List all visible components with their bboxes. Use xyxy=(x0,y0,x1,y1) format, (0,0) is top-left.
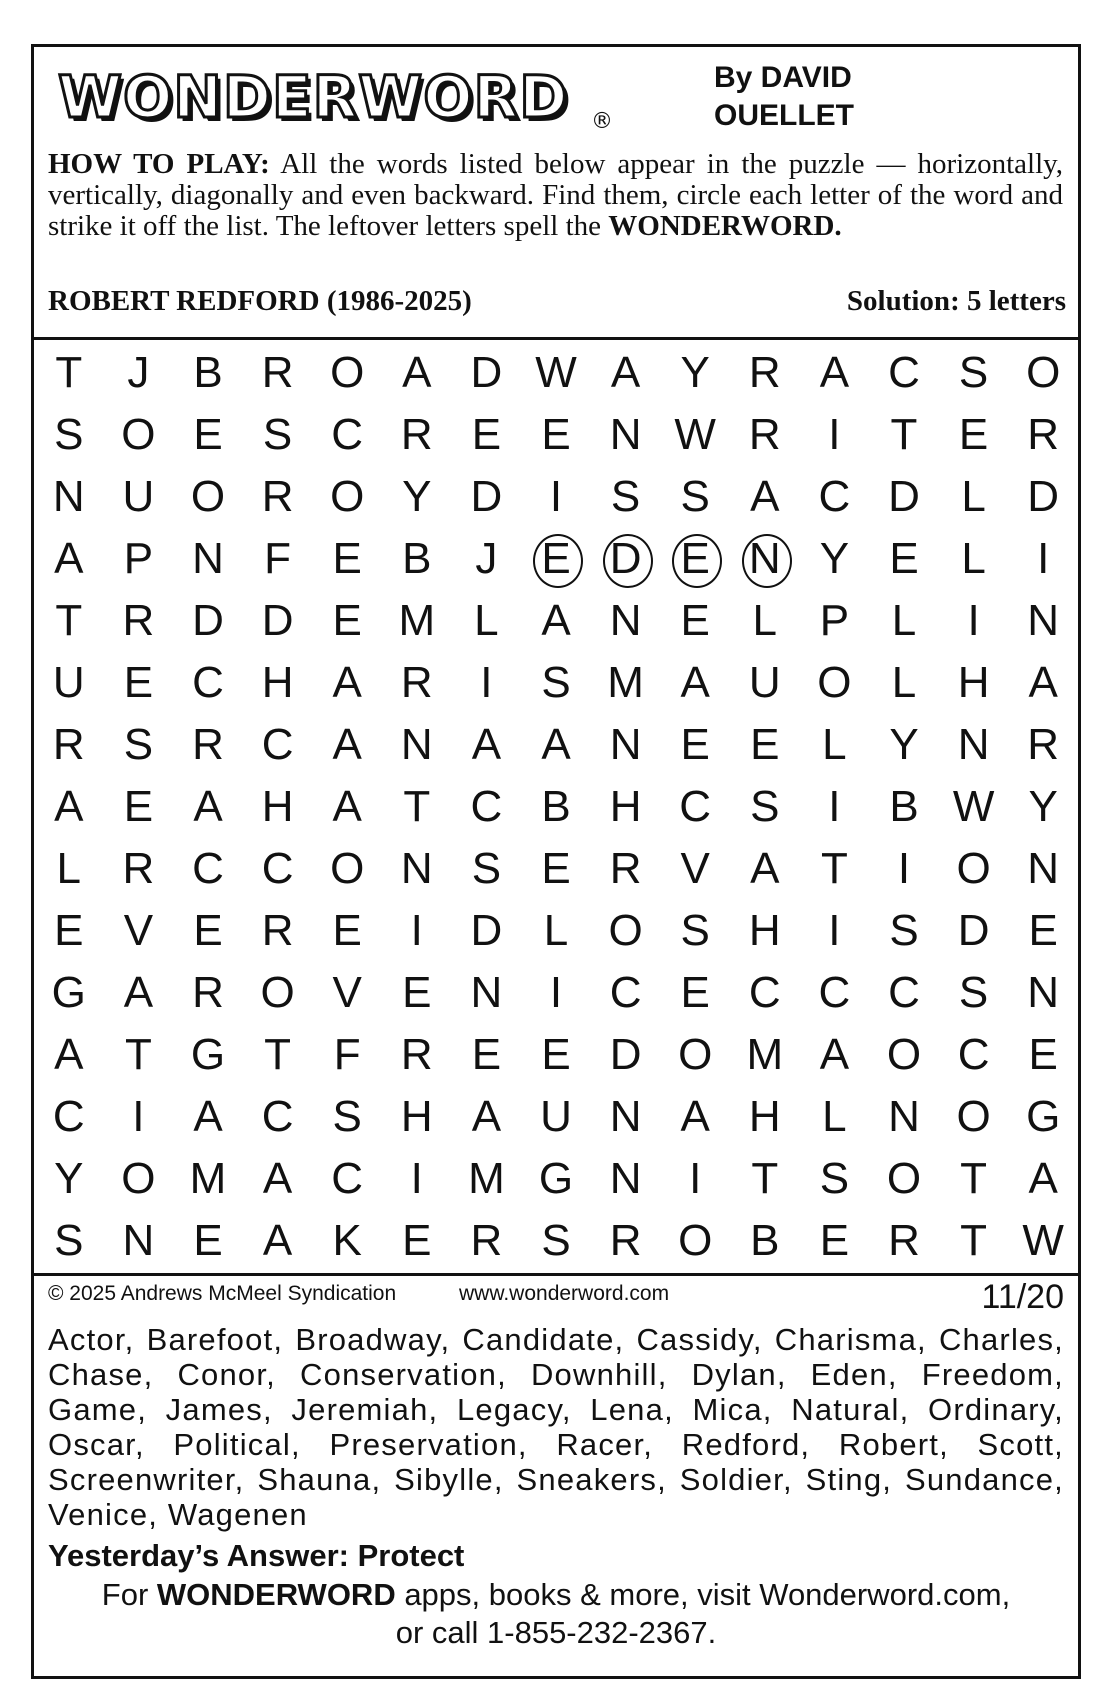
grid-cell[interactable]: S xyxy=(680,906,710,955)
grid-cell[interactable]: R xyxy=(888,1216,920,1265)
grid-cell[interactable]: C xyxy=(331,410,364,459)
grid-cell[interactable]: U xyxy=(748,658,781,707)
grid-cell[interactable]: I xyxy=(1037,534,1050,583)
grid-cell[interactable]: Y xyxy=(819,534,850,583)
puzzle-frame xyxy=(31,44,1081,1679)
grid-cell[interactable]: G xyxy=(190,1030,226,1079)
grid-cell[interactable]: B xyxy=(541,782,571,831)
grid-cell[interactable]: O xyxy=(260,968,295,1017)
grid-cell[interactable]: B xyxy=(750,1216,780,1265)
grid-cell[interactable]: I xyxy=(828,782,841,831)
grid-cell[interactable]: N xyxy=(609,1092,642,1141)
grid-cell[interactable]: B xyxy=(889,782,919,831)
grid-cell[interactable]: E xyxy=(1028,906,1058,955)
how-to-play-label: HOW TO PLAY: xyxy=(48,148,270,180)
word-list: Actor, Barefoot, Broadway, Candidate, Cassidy, Charisma, Charles, Chase, Conor, Conservation, Downhill, Dylan, Eden, Freedom, Game, James, Jeremiah, Legacy, Lena, Mica, Natural, Ordinary, Oscar, Political, Preservation, Racer, Redford, Robert, Scott, Screenwriter, Shauna, Sibylle, Sneakers, Soldier, Sting, Sundance, Venice, Wagenen xyxy=(48,1322,1064,1532)
grid-cell[interactable]: A xyxy=(193,1092,223,1141)
grid-cell[interactable]: C xyxy=(818,968,851,1017)
grid-cell[interactable]: L xyxy=(891,658,917,707)
grid-cell[interactable]: R xyxy=(400,658,433,707)
grid-cell[interactable]: E xyxy=(680,596,710,645)
grid-cell[interactable]: I xyxy=(480,658,493,707)
grid-cell[interactable]: T xyxy=(403,782,431,831)
grid-cell[interactable]: P xyxy=(123,534,154,583)
grid-cell[interactable]: L xyxy=(752,596,778,645)
wonderword-logo: WONDERWORD xyxy=(58,63,569,131)
grid-cell[interactable]: E xyxy=(819,1216,850,1265)
grid-cell[interactable]: I xyxy=(828,410,841,459)
grid-cell[interactable]: N xyxy=(609,410,642,459)
grid-cell[interactable]: G xyxy=(51,968,86,1017)
grid-cell[interactable]: O xyxy=(886,1030,922,1079)
grid-cell[interactable]: H xyxy=(261,782,294,831)
grid-cell[interactable]: E xyxy=(54,906,84,955)
grid-cell[interactable]: G xyxy=(1026,1092,1061,1141)
grid-cell[interactable]: C xyxy=(470,782,503,831)
grid-cell[interactable]: R xyxy=(261,472,294,521)
grid-cell[interactable]: R xyxy=(122,596,155,645)
grid-cell[interactable]: S xyxy=(958,968,989,1017)
puzzle-theme: ROBERT REDFORD (1986-2025) xyxy=(48,285,472,317)
grid-cell[interactable]: A xyxy=(332,658,362,707)
grid-cell[interactable]: G xyxy=(538,1154,574,1203)
grid-cell[interactable]: W xyxy=(535,348,577,397)
grid-cell[interactable]: T xyxy=(960,1154,988,1203)
grid-cell[interactable]: L xyxy=(474,596,499,645)
grid-cell[interactable]: H xyxy=(748,1092,781,1141)
grid-cell[interactable]: A xyxy=(819,1030,850,1079)
byline-line-1: By DAVID xyxy=(714,61,852,94)
grid-cell[interactable]: U xyxy=(540,1092,572,1141)
grid-cell[interactable]: R xyxy=(609,844,642,893)
grid-cell[interactable]: R xyxy=(261,348,294,397)
grid-cell[interactable]: A xyxy=(750,472,780,521)
grid-cell[interactable]: O xyxy=(956,1092,991,1141)
grid-cell[interactable]: C xyxy=(888,968,920,1017)
grid-cell[interactable]: A xyxy=(262,1216,293,1265)
grid-cell[interactable]: I xyxy=(828,906,841,955)
grid-cell[interactable]: O xyxy=(190,472,226,521)
grid-cell[interactable]: C xyxy=(818,472,851,521)
grid-cell[interactable]: A xyxy=(610,348,641,397)
grid-cell[interactable]: D xyxy=(595,528,657,590)
grid-cell[interactable]: O xyxy=(678,1216,713,1265)
grid-cell[interactable]: O xyxy=(817,658,852,707)
grid-cell[interactable]: N xyxy=(400,844,433,893)
grid-cell[interactable]: A xyxy=(1028,658,1058,707)
grid-cell[interactable]: H xyxy=(400,1092,433,1141)
grid-cell[interactable]: C xyxy=(748,968,781,1017)
grid-cell[interactable]: L xyxy=(961,534,986,583)
grid-cell[interactable]: A xyxy=(471,720,502,769)
grid-cell[interactable]: O xyxy=(121,410,156,459)
grid-cell[interactable]: E xyxy=(541,844,571,893)
grid-cell[interactable]: N xyxy=(400,720,433,769)
promo-line-2: or call 1-855-232-2367. xyxy=(395,1615,717,1650)
grid-cell[interactable]: A xyxy=(332,720,362,769)
puzzle-footer xyxy=(34,1276,1078,1676)
grid-cell[interactable]: A xyxy=(541,720,571,769)
puzzle-date: 11/20 xyxy=(981,1278,1064,1316)
grid-cell[interactable]: C xyxy=(192,658,224,707)
grid-cell[interactable]: C xyxy=(192,844,224,893)
grid-cell[interactable]: E xyxy=(1028,1030,1058,1079)
registered-mark: ® xyxy=(591,109,613,134)
grid-cell[interactable]: M xyxy=(746,1030,784,1079)
grid-cell[interactable]: O xyxy=(956,844,991,893)
grid-cell[interactable]: E xyxy=(541,1030,571,1079)
grid-cell[interactable]: S xyxy=(54,1216,84,1265)
grid-cell[interactable]: R xyxy=(122,844,155,893)
grid-cell[interactable]: I xyxy=(132,1092,145,1141)
grid-cell[interactable]: H xyxy=(609,782,642,831)
grid-cell[interactable]: A xyxy=(193,782,223,831)
grid-cell[interactable]: L xyxy=(56,844,82,893)
grid-cell[interactable]: A xyxy=(819,348,850,397)
yesterdays-answer: Yesterday’s Answer: Protect xyxy=(48,1538,465,1573)
grid-cell[interactable]: N xyxy=(609,596,642,645)
grid-cell[interactable]: I xyxy=(967,596,980,645)
grid-cell[interactable]: R xyxy=(748,348,781,397)
grid-cell[interactable]: W xyxy=(952,782,995,831)
grid-cell[interactable]: N xyxy=(1027,596,1060,645)
grid-cell[interactable]: O xyxy=(330,844,365,893)
grid-cell[interactable]: A xyxy=(402,348,432,397)
grid-cell[interactable]: T xyxy=(751,1154,779,1203)
grid-cell[interactable]: L xyxy=(891,596,917,645)
grid-cell[interactable]: E xyxy=(471,410,502,459)
grid-cell[interactable]: S xyxy=(541,658,571,707)
grid-cell[interactable]: O xyxy=(330,472,365,521)
grid-cell[interactable]: S xyxy=(958,348,989,397)
grid-cell[interactable]: L xyxy=(822,1092,847,1141)
grid-cell[interactable]: A xyxy=(54,534,84,583)
grid-cell[interactable]: E xyxy=(958,410,989,459)
letter-grid[interactable] xyxy=(34,342,1078,1272)
grid-cell[interactable]: E xyxy=(680,968,710,1017)
grid-cell[interactable]: T xyxy=(55,596,83,645)
grid-cell[interactable]: D xyxy=(470,348,503,397)
grid-cell[interactable]: R xyxy=(192,720,224,769)
grid-cell[interactable]: R xyxy=(261,906,294,955)
grid-cell[interactable]: I xyxy=(549,968,563,1017)
grid-cell[interactable]: P xyxy=(819,596,850,645)
grid-cell[interactable]: E xyxy=(193,410,223,459)
grid-cell[interactable]: N xyxy=(888,1092,920,1141)
grid-cell[interactable]: O xyxy=(608,906,643,955)
grid-cell[interactable]: U xyxy=(52,658,85,707)
grid-cell[interactable]: T xyxy=(264,1030,292,1079)
grid-cell[interactable]: C xyxy=(261,1092,294,1141)
grid-cell[interactable]: C xyxy=(261,844,294,893)
copyright: © 2025 Andrews McMeel Syndication xyxy=(48,1282,397,1305)
grid-cell[interactable]: D xyxy=(609,1030,642,1079)
byline-line-2: OUELLET xyxy=(714,99,854,132)
divider xyxy=(34,337,1078,340)
promo-line-1: For WONDERWORD apps, books & more, visit Wonderword.com, xyxy=(101,1577,1011,1612)
grid-cell[interactable]: E xyxy=(123,658,154,707)
grid-cell[interactable]: O xyxy=(121,1154,156,1203)
grid-cell[interactable]: B xyxy=(402,534,432,583)
grid-cell[interactable]: N xyxy=(122,1216,155,1265)
grid-cell[interactable]: N xyxy=(470,968,503,1017)
grid-cell[interactable]: N xyxy=(734,528,796,590)
grid-cell[interactable]: J xyxy=(127,348,150,397)
grid-cell[interactable]: C xyxy=(52,1092,85,1141)
grid-cell[interactable]: A xyxy=(262,1154,293,1203)
grid-cell[interactable]: R xyxy=(609,1216,642,1265)
grid-cell[interactable]: L xyxy=(543,906,569,955)
grid-cell[interactable]: E xyxy=(402,968,432,1017)
grid-cell[interactable]: N xyxy=(1027,968,1060,1017)
grid-cell[interactable]: R xyxy=(52,720,85,769)
grid-cell[interactable]: N xyxy=(609,720,642,769)
grid-cell[interactable]: C xyxy=(679,782,712,831)
grid-cell[interactable]: N xyxy=(52,472,85,521)
grid-cell[interactable]: O xyxy=(678,1030,713,1079)
grid-cell[interactable]: S xyxy=(889,906,919,955)
grid-cell[interactable]: D xyxy=(192,596,224,645)
grid-cell[interactable]: F xyxy=(264,534,292,583)
how-to-play xyxy=(48,149,1063,242)
how-to-play-text: All the words listed below appear in the puzzle — horizontally, vertically, diagonally and even backward. Find them, circle each letter of the word and strike it off the list. The leftover letters spell the xyxy=(48,148,1063,242)
byline xyxy=(714,59,854,135)
grid-cell[interactable]: A xyxy=(680,658,710,707)
grid-cell[interactable]: B xyxy=(193,348,223,397)
grid-cell[interactable]: E xyxy=(525,528,587,590)
grid-cell[interactable]: O xyxy=(1026,348,1061,397)
grid-cell[interactable]: K xyxy=(332,1216,362,1265)
grid-cell[interactable]: C xyxy=(888,348,920,397)
grid-cell[interactable]: R xyxy=(748,410,781,459)
grid-cell[interactable]: Y xyxy=(680,348,710,397)
grid-cell[interactable]: D xyxy=(261,596,294,645)
grid-cell[interactable]: C xyxy=(609,968,642,1017)
grid-cell[interactable]: E xyxy=(332,906,362,955)
grid-cell[interactable]: L xyxy=(961,472,986,521)
grid-cell[interactable]: O xyxy=(886,1154,922,1203)
grid-cell[interactable]: R xyxy=(470,1216,503,1265)
grid-cell[interactable]: V xyxy=(680,844,710,893)
grid-cell[interactable]: R xyxy=(400,410,433,459)
grid-cell[interactable]: I xyxy=(410,906,423,955)
grid-cell[interactable]: I xyxy=(689,1154,702,1203)
grid-cell[interactable]: Y xyxy=(54,1154,84,1203)
grid-cell[interactable]: H xyxy=(957,658,990,707)
solution-length: Solution: 5 letters xyxy=(846,285,1066,317)
grid-cell[interactable]: T xyxy=(890,410,918,459)
grid-cell[interactable]: S xyxy=(471,844,502,893)
grid-cell[interactable]: E xyxy=(193,1216,223,1265)
grid-cell[interactable]: S xyxy=(123,720,154,769)
grid-cell[interactable]: T xyxy=(960,1216,988,1265)
grid-cell[interactable]: T xyxy=(820,844,848,893)
grid-cell[interactable]: M xyxy=(468,1154,505,1203)
grid-cell[interactable]: N xyxy=(609,1154,642,1203)
grid-cell[interactable]: R xyxy=(1027,720,1060,769)
grid-cell[interactable]: S xyxy=(54,410,84,459)
grid-cell[interactable]: A xyxy=(471,1092,502,1141)
grid-cell[interactable]: U xyxy=(122,472,155,521)
grid-cell[interactable]: A xyxy=(680,1092,710,1141)
grid-cell[interactable]: Y xyxy=(402,472,432,521)
grid-cell[interactable]: E xyxy=(332,534,362,583)
grid-cell[interactable]: E xyxy=(332,596,362,645)
grid-cell[interactable]: S xyxy=(541,1216,571,1265)
grid-cell[interactable]: D xyxy=(888,472,920,521)
grid-cell[interactable]: D xyxy=(470,906,503,955)
grid-cell[interactable]: M xyxy=(398,596,436,645)
puzzle-header xyxy=(34,47,1078,337)
grid-cell[interactable]: A xyxy=(1028,1154,1058,1203)
grid-cell[interactable]: N xyxy=(192,534,224,583)
grid-cell[interactable]: A xyxy=(54,1030,84,1079)
grid-cell[interactable]: O xyxy=(330,348,365,397)
grid-cell[interactable]: S xyxy=(610,472,641,521)
grid-cell[interactable]: S xyxy=(750,782,780,831)
website: www.wonderword.com xyxy=(459,1282,670,1305)
grid-cell[interactable]: E xyxy=(193,906,223,955)
grid-cell[interactable]: E xyxy=(664,528,726,590)
grid-cell[interactable]: E xyxy=(889,534,919,583)
grid-cell[interactable]: E xyxy=(471,1030,502,1079)
grid-cell[interactable]: E xyxy=(402,1216,432,1265)
grid-cell[interactable]: L xyxy=(822,720,847,769)
grid-cell[interactable]: C xyxy=(331,1154,364,1203)
grid-cell[interactable]: R xyxy=(192,968,224,1017)
grid-cell[interactable]: I xyxy=(410,1154,423,1203)
grid-cell[interactable]: I xyxy=(897,844,911,893)
grid-cell[interactable]: V xyxy=(123,906,154,955)
grid-cell[interactable]: N xyxy=(1027,844,1060,893)
grid-cell[interactable]: S xyxy=(262,410,293,459)
grid-cell[interactable]: E xyxy=(680,720,710,769)
grid-cell[interactable]: T xyxy=(55,348,83,397)
grid-cell[interactable]: I xyxy=(549,472,563,521)
grid-cell[interactable]: A xyxy=(332,782,362,831)
grid-cell[interactable]: H xyxy=(261,658,294,707)
grid-cell[interactable]: D xyxy=(1027,472,1060,521)
grid-cell[interactable]: A xyxy=(54,782,84,831)
grid-cell[interactable]: S xyxy=(680,472,710,521)
grid-cell[interactable]: H xyxy=(748,906,781,955)
grid-cell[interactable]: S xyxy=(332,1092,362,1141)
grid-cell[interactable]: C xyxy=(957,1030,990,1079)
grid-cell[interactable]: Y xyxy=(1028,782,1058,831)
grid-cell[interactable]: F xyxy=(333,1030,361,1079)
grid-cell[interactable]: T xyxy=(124,1030,152,1079)
promo xyxy=(34,1576,1078,1652)
grid-cell[interactable]: M xyxy=(607,658,644,707)
grid-cell[interactable]: E xyxy=(750,720,780,769)
grid-cell[interactable]: D xyxy=(470,472,503,521)
grid-cell[interactable]: A xyxy=(123,968,154,1017)
how-to-play-end: WONDERWORD. xyxy=(608,210,842,242)
grid-cell[interactable]: S xyxy=(819,1154,850,1203)
grid-cell[interactable]: D xyxy=(957,906,990,955)
grid-cell[interactable]: Y xyxy=(889,720,919,769)
grid-cell[interactable]: R xyxy=(1027,410,1060,459)
grid-cell[interactable]: R xyxy=(400,1030,433,1079)
grid-cell[interactable]: N xyxy=(957,720,990,769)
grid-cell[interactable]: J xyxy=(475,534,498,583)
grid-cell[interactable]: A xyxy=(541,596,571,645)
grid-cell[interactable]: E xyxy=(123,782,154,831)
grid-cell[interactable]: A xyxy=(750,844,780,893)
grid-cell[interactable]: M xyxy=(189,1154,227,1203)
grid-cell[interactable]: W xyxy=(1022,1216,1064,1265)
grid-cell[interactable]: E xyxy=(541,410,571,459)
grid-cell[interactable]: W xyxy=(674,410,716,459)
grid-cell[interactable]: C xyxy=(261,720,294,769)
grid-cell[interactable]: V xyxy=(332,968,362,1017)
